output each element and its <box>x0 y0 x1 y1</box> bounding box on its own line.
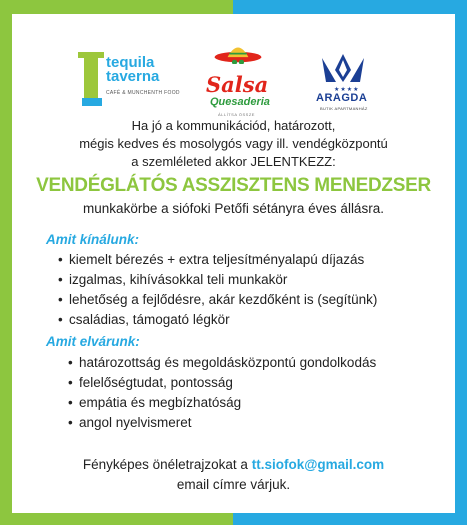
aragda-logo-sub: BUTIK APARTMANHÁZ <box>320 106 368 111</box>
list-item: • lehetőség a fejlődésre, akár kezdőként is (segítünk) <box>58 290 377 310</box>
outro-prefix: Fényképes önéletrajzokat a <box>82 457 252 472</box>
list-item: • izgalmas, kihívásokkal teli munkakör <box>58 270 377 290</box>
sombrero-icon <box>210 38 266 64</box>
application-instructions <box>12 455 455 495</box>
job-location-subline: munkakörbe a siófoki Petőfi sétányra éves állásra. <box>83 201 384 216</box>
tequila-logo-line2: taverna <box>106 68 160 85</box>
intro-line-3: a szemléleted akkor JELENTKEZZ: <box>131 154 336 169</box>
job-title-headline: VENDÉGLÁTÓS ASSZISZTENS MENEDZSER <box>36 175 431 196</box>
email-link[interactable]: tt.siofok@gmail.com <box>251 457 385 472</box>
aragda-leaf-icon <box>318 52 368 88</box>
intro-line-1: Ha jó a kommunikációd, határozott, <box>131 118 336 133</box>
list-item: • kiemelt bérezés + extra teljesítményalapú díjazás <box>58 250 377 270</box>
list-item: • empátia és megbízhatóság <box>68 393 376 413</box>
requirements-section-title: Amit elvárunk: <box>46 334 140 349</box>
offer-section-title: Amit kínálunk: <box>46 232 140 247</box>
aragda-logo <box>310 52 376 118</box>
aragda-stars: ★★★★ <box>334 87 360 93</box>
intro-text <box>12 117 455 171</box>
salsa-quesaderia-logo <box>202 38 272 124</box>
list-item: • felelőségtudat, pontosság <box>68 373 376 393</box>
requirements-list <box>68 353 376 433</box>
logo-row <box>12 28 455 124</box>
intro-line-2: mégis kedves és mosolygós vagy ill. vendégközpontú <box>79 136 388 151</box>
tequila-logo-line1: tequila <box>106 54 155 71</box>
salsa-logo-name: Salsa <box>206 72 269 97</box>
salsa-logo-tag: ÁLLÍTSA ÖSSZE <box>218 112 255 117</box>
list-item: • határozottság és megoldásközpontú gondolkodás <box>68 353 376 373</box>
offer-list <box>58 250 377 330</box>
tequila-logo-sub: CAFÉ & MUNCHENTH FOOD <box>106 90 180 96</box>
aragda-logo-name: ARAGDA <box>316 92 368 104</box>
list-item: • családias, támogató légkör <box>58 310 377 330</box>
tequila-taverna-logo <box>82 50 202 110</box>
job-ad-card <box>12 14 455 513</box>
outro-line-2: email címre várjuk. <box>176 477 291 492</box>
salsa-logo-sub: Quesaderia <box>210 96 270 108</box>
list-item: • angol nyelvismeret <box>68 413 376 433</box>
